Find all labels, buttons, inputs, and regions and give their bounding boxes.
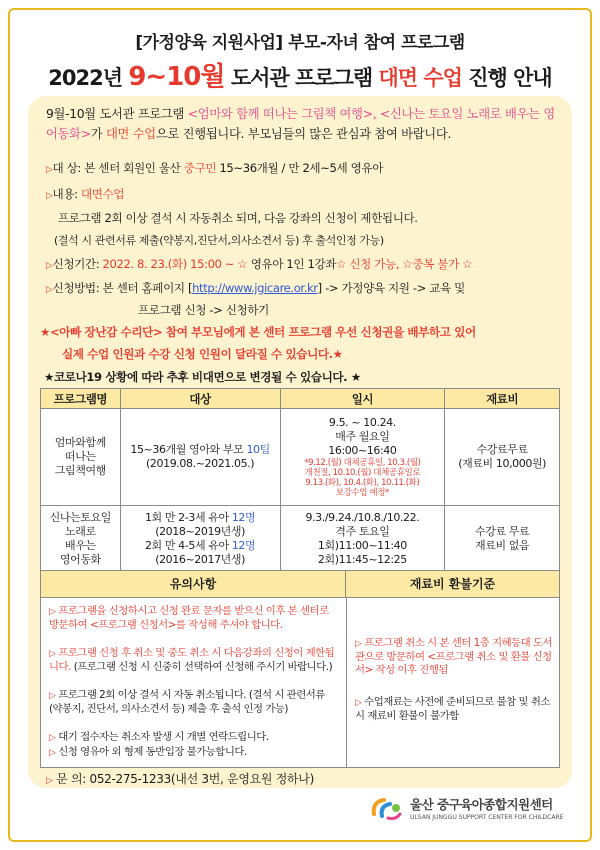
program-target: 15~36개월 영아와 부모 10팀 (2019.08.~2021.05.) <box>120 409 280 506</box>
homepage-link[interactable]: http://www.jgicare.or.kr <box>192 281 318 295</box>
triangle-icon: ▷ <box>355 698 362 708</box>
target-line: ▷대 상: 본 센터 회원인 울산 중구민 15~36개월 / 만 2세~5세 영유아 <box>46 161 383 175</box>
program-target: 1회 만 2-3세 유아 12명 (2018~2019년생) 2회 만 4-5세 유아 12명 (2016~2017년생) <box>120 506 280 572</box>
title-months: 9~10월 <box>128 62 225 92</box>
method-line-2: 프로그램 신청 -> 신청하기 <box>138 303 269 317</box>
page-subtitle: [가정양육 지원사업] 부모-자녀 참여 프로그램 <box>135 33 465 53</box>
triangle-icon: ▷ <box>46 261 53 271</box>
method-line: ▷신청방법: 본 센터 홈페이지 [http://www.jgicare.or.kr] -> 가정양육 지원 -> 교육 및 <box>46 281 465 295</box>
program-name: 신나는토요일 노래로 배우는 영어동화 <box>41 506 121 572</box>
contact-line: ▷ 문 의: 052-275-1233(내선 3번, 운영요원 정하나) <box>46 772 314 786</box>
cancel-note-1: 프로그램 2회 이상 결석 시 자동취소 되며, 다음 강좌의 신청이 제한됩니다. <box>58 211 418 225</box>
title-highlight: 대면 수업 <box>378 66 462 90</box>
triangle-icon: ▷ <box>49 748 56 758</box>
triangle-icon: ▷ <box>49 649 56 659</box>
daddy-notice-1: ★<아빠 장난감 수리단> 참여 부모님에게 본 센터 프로그램 우선 신청권을 배부하고 있어 <box>40 325 476 339</box>
page-title: 2022년 9~10월 도서관 프로그램 대면 수업 진행 안내 <box>48 62 552 92</box>
program-date: 9.5. ~ 10.24. 매주 월요일 16:00~16:40 *9.12.(월) 대체공휴일, 10.3.(월) 개천절, 10.10.(월) 대체공휴일로 9.13.(화), 10.4.(화), 10.11.(화) 보강수업 예정* <box>280 409 445 506</box>
col-header-fee: 재료비 <box>445 389 560 409</box>
notice-item: ▷ 대기 접수자는 취소자 발생 시 개별 연락드립니다. <box>49 731 269 743</box>
program-date: 9.3./9.24./10.8./10.22. 격주 토요일 1회)11:00~11:40 2회)11:45~12:25 <box>280 506 445 572</box>
notice-item: ▷ 프로그램 2회 이상 결석 시 자동 취소됩니다. (결석 시 관련서류 (약봉지, 진단서, 의사소견서 등) 제출 후 출석 인정 가능) <box>49 689 325 715</box>
org-name-en: ULSAN JUNGGU SUPPORT CENTER FOR CHILDCARE <box>410 814 564 821</box>
triangle-icon: ▷ <box>49 607 56 617</box>
daddy-notice-2: 실제 수업 인원과 수강 신청 인원이 달라질 수 있습니다.★ <box>62 347 343 361</box>
notice-item: ▷ 프로그램 신청 후 취소 및 중도 취소 시 다음강좌의 신청이 제한됩니다. (프로그램 신청 시 신중히 선택하여 신청해 주시기 바랍니다.) <box>49 647 335 673</box>
notice-box <box>40 570 560 768</box>
triangle-icon: ▷ <box>355 639 362 649</box>
cancel-note-2: (결석 시 관련서류 제출(약봉지,진단서,의사소견서 등) 후 출석인정 가능) <box>54 234 384 247</box>
triangle-icon: ▷ <box>46 776 53 786</box>
program-name: 엄마와함께 떠나는 그림책여행 <box>41 409 121 506</box>
triangle-icon: ▷ <box>49 691 56 701</box>
triangle-icon: ▷ <box>46 191 53 201</box>
table-row <box>41 409 560 506</box>
period-line: ▷신청기간: 2022. 8. 23.(화) 15:00 ~ ☆ 영유아 1인 1강좌☆ 신청 가능, ☆중복 불가 ☆ <box>46 257 473 271</box>
org-name: 울산 중구육아종합지원센터 <box>410 797 553 812</box>
table-row <box>41 506 560 572</box>
notice-item: ▷ 신청 영유아 외 형제 동반입장 불가능합니다. <box>49 746 247 758</box>
col-header-program: 프로그램명 <box>41 389 121 409</box>
covid-notice: ★코로나19 상황에 따라 추후 비대면으로 변경될 수 있습니다. ★ <box>44 370 361 384</box>
program-titles: <엄마와 함께 떠나는 그림책 여행>, <신나는 토요일 노래로 배우는 영어동화> <box>46 107 555 141</box>
col-header-target: 대상 <box>120 389 280 409</box>
col-header-date: 일시 <box>280 389 445 409</box>
content-line: ▷내용: 대면수업 <box>46 187 125 201</box>
triangle-icon: ▷ <box>49 733 56 743</box>
notice-title: 유의사항 <box>41 571 346 598</box>
schedule-table <box>40 388 560 572</box>
refund-item: ▷ 프로그램 취소 시 본 센터 1층 지혜등대 도서관으로 방문하여 <프로그램 취소 및 환불 신청서> 작성 이후 진행됨 <box>355 637 553 676</box>
program-fee: 수강료무료 (재료비 10,000원) <box>445 409 560 506</box>
table-header-row <box>41 389 560 409</box>
org-logo <box>370 792 570 832</box>
refund-item: ▷ 수업재료는 사전에 준비되므로 불참 및 취소 시 재료비 환불이 불가함 <box>355 696 550 722</box>
triangle-icon: ▷ <box>46 285 53 295</box>
triangle-icon: ▷ <box>46 165 53 175</box>
refund-title: 재료비 환불기준 <box>346 571 559 598</box>
program-fee: 수강료 무료 재료비 없음 <box>445 506 560 572</box>
intro-paragraph: 9월-10월 도서관 프로그램 <엄마와 함께 떠나는 그림책 여행>, <신나는 토요일 노래로 배우는 영어동화>가 대면 수업으로 진행됩니다. 부모님들의 많은 관심과 참여 바랍니다. <box>46 107 555 141</box>
notice-item: ▷ 프로그램을 신청하시고 신청 완료 문자를 받으신 이후 본 센터로 방문하여 <프로그램 신청서>를 작성해 주셔야 합니다. <box>49 605 329 631</box>
org-logo-icon <box>370 794 404 824</box>
